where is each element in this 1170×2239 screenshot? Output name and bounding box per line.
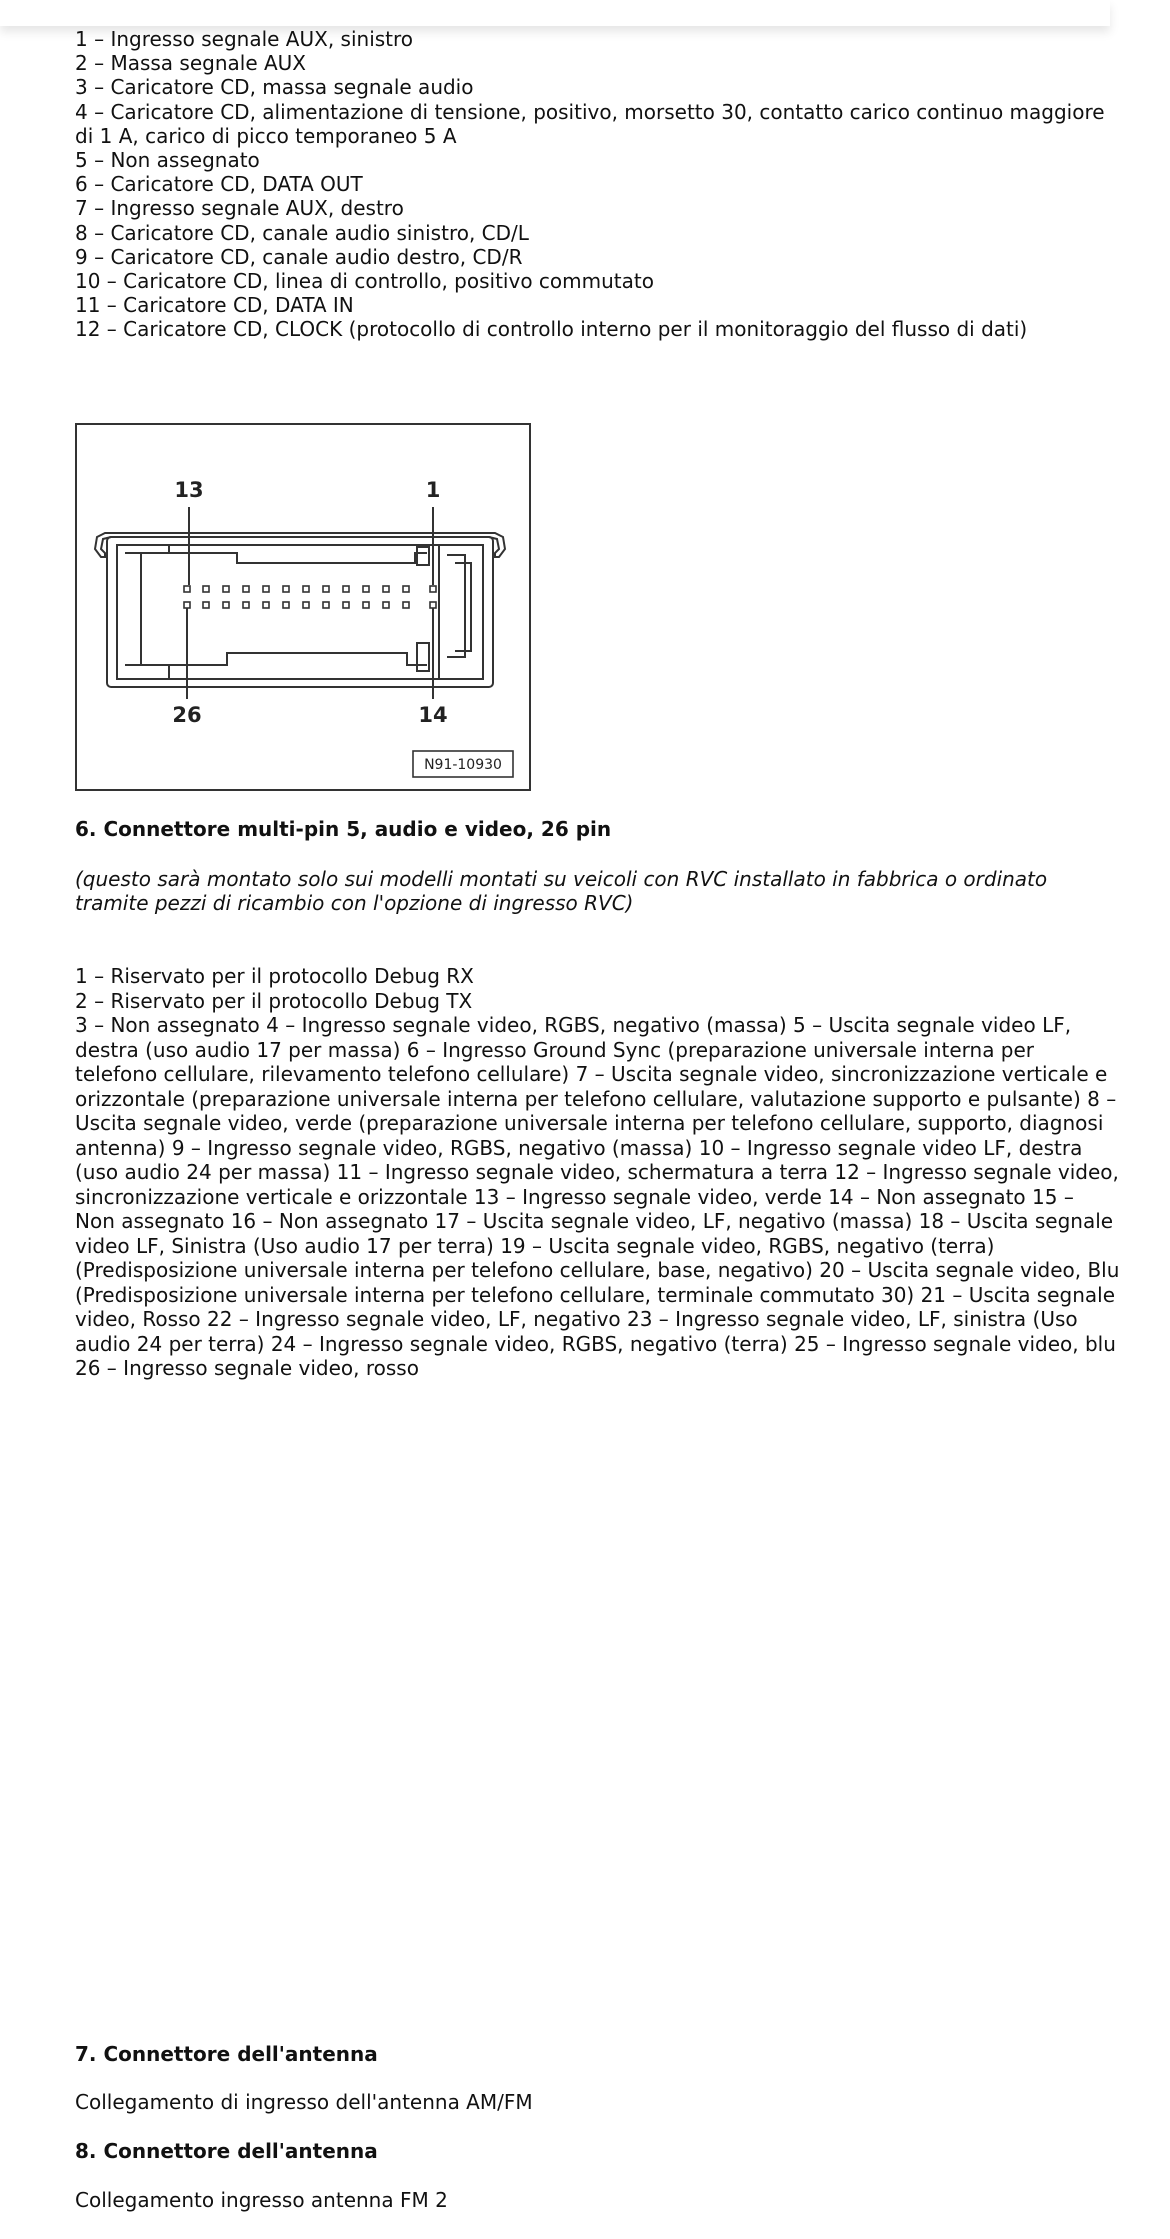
pin-line-4: 4 – Caricatore CD, alimentazione di tensione, positivo, morsetto 30, contatto carico continuo maggiore di 1 A, carico di picco temporaneo 5 A xyxy=(75,99,1105,148)
section-6-note: (questo sarà montato solo sui modelli montati su veicoli con RVC installato in fabbrica o ordinato tramite pezzi di ricambio con l'opzione di ingresso RVC) xyxy=(75,867,1048,915)
label-pin-26: 26 xyxy=(172,703,202,727)
section-6-line-1: 1 – Riservato per il protocollo Debug RX xyxy=(75,964,474,988)
pin-line-2: 2 – Massa segnale AUX xyxy=(75,51,306,76)
pin-line-10: 10 – Caricatore CD, linea di controllo, positivo commutato xyxy=(75,269,654,294)
label-pin-1: 1 xyxy=(425,478,441,502)
pin-row-top xyxy=(184,586,436,592)
pin-row-bottom xyxy=(184,602,436,608)
pin-line-1: 1 – Ingresso segnale AUX, sinistro xyxy=(75,27,414,51)
pin-line-6: 6 – Caricatore CD, DATA OUT xyxy=(75,172,363,197)
connector-drawing xyxy=(77,425,529,789)
pin-line-7: 7 – Ingresso segnale AUX, destro xyxy=(75,196,404,221)
connector-diagram xyxy=(75,423,531,791)
pin-line-12: 12 – Caricatore CD, CLOCK (protocollo di controllo interno per il monitoraggio del flusso di dati) xyxy=(75,317,1028,342)
section-7-title: 7. Connettore dell'antenna xyxy=(75,2042,378,2066)
pin-line-8: 8 – Caricatore CD, canale audio sinistro, CD/L xyxy=(75,220,529,245)
section-6-title: 6. Connettore multi-pin 5, audio e video, 26 pin xyxy=(75,817,612,841)
section-6-pin-list xyxy=(75,964,1120,1381)
pin-line-3: 3 – Caricatore CD, massa segnale audio xyxy=(75,75,474,100)
connector-pin-list xyxy=(75,27,1120,342)
label-pin-14: 14 xyxy=(418,703,448,727)
pin-line-11: 11 – Caricatore CD, DATA IN xyxy=(75,293,354,318)
section-7-text: Collegamento di ingresso dell'antenna AM/FM xyxy=(75,2090,533,2114)
section-6-paragraph: 3 – Non assegnato 4 – Ingresso segnale video, RGBS, negativo (massa) 5 – Uscita segnale video LF, destra (uso audio 17 per massa) 6 – Ingresso Ground Sync (preparazione universale interna per telefono cellulare, rilevamento telefono cellulare) 7 – Uscita segnale video, sincronizzazione verticale e orizzontale (preparazione universale interna per telefono cellulare, valutazione supporto e pulsante) 8 – Uscita segnale video, verde (preparazione universale interna per telefono cellulare, supporto, diagnosi antenna) 9 – Ingresso segnale video, RGBS, negativo (massa) 10 – Ingresso segnale video LF, destra (uso audio 24 per massa) 11 – Ingresso segnale video, schermatura a terra 12 – Ingresso segnale video, sincronizzazione verticale e orizzontale 13 – Ingresso segnale video, verde 14 – Non assegnato 15 – Non assegnato 16 – Non assegnato 17 – Uscita segnale video, LF, negativo (massa) 18 – Uscita segnale video LF, Sinistra (Uso audio 17 per terra) 19 – Uscita segnale video, RGBS, negativo (terra) (Predisposizione universale interna per telefono cellulare, base, negativo) 20 – Uscita segnale video, Blu (Predisposizione universale interna per telefono cellulare, terminale commutato 30) 21 – Uscita segnale video, Rosso 22 – Ingresso segnale video, LF, negativo 23 – Ingresso segnale video, LF, sinistra (Uso audio 24 per terra) 24 – Ingresso segnale video, RGBS, negativo (terra) 25 – Ingresso segnale video, blu 26 – Ingresso segnale video, rosso xyxy=(75,1013,1120,1380)
pin-line-9: 9 – Caricatore CD, canale audio destro, CD/R xyxy=(75,244,523,269)
label-pin-13: 13 xyxy=(174,478,204,502)
figure-code: N91-10930 xyxy=(424,757,502,773)
pin-line-5: 5 – Non assegnato xyxy=(75,148,260,173)
top-bar-shadow xyxy=(0,0,1110,26)
section-6-line-2: 2 – Riservato per il protocollo Debug TX xyxy=(75,988,473,1013)
section-8-title: 8. Connettore dell'antenna xyxy=(75,2139,378,2163)
section-8-text: Collegamento ingresso antenna FM 2 xyxy=(75,2188,448,2212)
connector-housing xyxy=(95,533,505,687)
